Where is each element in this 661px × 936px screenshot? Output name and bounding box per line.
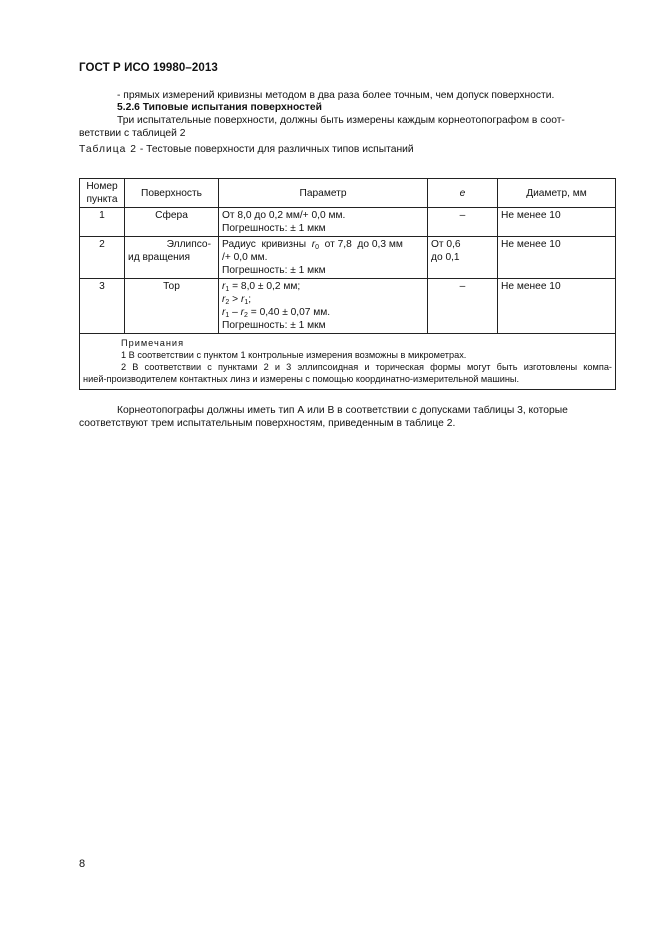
row3-parameter-line3: [222, 306, 424, 319]
row3-l1-sub: 1: [225, 286, 230, 293]
row2-param-r-sub: 0: [315, 244, 319, 251]
note-2-line1: 2 В соответствии с пунктами 2 и 3 эллипсоидная и торическая формы могут быть изготовлены компа-: [121, 362, 612, 372]
row1-diameter: Не менее 10: [498, 208, 616, 237]
row2-parameter-line3: Погрешность: ± 1 мкм: [222, 265, 326, 276]
row3-l2-sub: 2: [225, 299, 230, 306]
row1-number: 1: [80, 208, 125, 237]
row3-parameter-line2: [222, 293, 424, 306]
row3-l3-sub2: 2: [244, 312, 248, 319]
row3-l1-r: r: [222, 281, 226, 292]
note-2-line2: нией-производителем контактных линз и измерены с помощью координатно-измерительной машины.: [83, 374, 520, 384]
row3-l1-rest: = 8,0 ± 0,2 мм;: [229, 281, 301, 292]
row3-e: –: [428, 279, 498, 334]
row3-l3-rest: = 0,40 ± 0,07 мм.: [247, 307, 331, 318]
row2-param-text-a: Радиус кривизны: [222, 239, 312, 250]
header-surface: Поверхность: [125, 179, 219, 208]
row2-e: [428, 237, 498, 279]
row3-l3-r: r: [222, 307, 226, 318]
table-notes-row: [80, 334, 616, 390]
row2-surface-line1: Эллипсо-: [166, 239, 211, 250]
row2-e-line2: до 0,1: [431, 252, 460, 263]
row2-surface: [125, 237, 219, 279]
table-row: [80, 279, 616, 334]
closing-line2: соответствуют трем испытательным поверхностям, приведенным в таблице 2.: [79, 418, 456, 429]
header-item-number-line1: Номер: [86, 181, 118, 192]
header-parameter: Параметр: [219, 179, 428, 208]
intro-paragraph-line1: Три испытательные поверхности, должны быть измерены каждым корнеотопографом в соот-: [117, 115, 565, 126]
row2-surface-line2: ид вращения: [128, 252, 190, 263]
header-e: [428, 179, 498, 208]
table-row: [80, 237, 616, 279]
row3-l3-mid: –: [229, 307, 241, 318]
row2-parameter-line1: [222, 238, 424, 251]
table-header-row: [80, 179, 616, 208]
row2-param-r: r: [311, 239, 316, 250]
table-caption-label: Таблица 2: [79, 144, 137, 155]
row1-parameter: [219, 208, 428, 237]
note-1: 1 В соответствии с пунктом 1 контрольные измерения возможны в микрометрах.: [121, 350, 467, 360]
row3-l2-sub2: 1: [244, 299, 249, 306]
row2-parameter-line2: /+ 0,0 мм.: [222, 252, 268, 263]
row2-number: 2: [80, 237, 125, 279]
row3-parameter-line4: Погрешность: ± 1 мкм: [222, 320, 326, 331]
row3-number: 3: [80, 279, 125, 334]
row2-param-text-b: от 7,8 до 0,3 мм: [319, 239, 403, 250]
header-e-symbol: e: [459, 187, 466, 199]
row3-l2-r2: r: [240, 294, 245, 305]
row1-e: –: [428, 208, 498, 237]
row3-l2-mid: >: [229, 294, 241, 305]
test-surfaces-table: [79, 178, 616, 390]
row3-diameter: Не менее 10: [498, 279, 616, 334]
row1-surface: Сфера: [125, 208, 219, 237]
table-caption-text: - Тестовые поверхности для различных типов испытаний: [136, 144, 414, 155]
section-heading: 5.2.6 Типовые испытания поверхностей: [117, 102, 322, 113]
closing-line1: Корнеотопографы должны иметь тип А или В в соответствии с допусками таблицы 3, которые: [117, 405, 568, 416]
notes-title: Примечания: [121, 338, 185, 348]
row3-l3-sub: 1: [225, 312, 230, 319]
intro-paragraph-line2: ветствии с таблицей 2: [79, 128, 186, 139]
table-caption: [79, 143, 414, 156]
row3-parameter: [219, 279, 428, 334]
row3-l2-r: r: [222, 294, 226, 305]
page-number: 8: [79, 858, 86, 870]
row3-l3-r2: r: [240, 307, 245, 318]
table-row: [80, 208, 616, 237]
header-item-number: [80, 179, 125, 208]
header-diameter: Диаметр, мм: [498, 179, 616, 208]
row3-parameter-line1: [222, 280, 424, 293]
header-item-number-line2: пункта: [86, 194, 118, 205]
table-notes: [80, 334, 616, 390]
row3-surface: Тор: [125, 279, 219, 334]
row2-parameter: [219, 237, 428, 279]
row2-e-line1: От 0,6: [431, 239, 461, 250]
intro-line-prev: - прямых измерений кривизны методом в два раза более точным, чем допуск поверхности.: [117, 90, 555, 101]
row2-diameter: Не менее 10: [498, 237, 616, 279]
row3-l2-rest: ;: [248, 294, 252, 305]
document-header-title: ГОСТ Р ИСО 19980–2013: [79, 62, 218, 74]
row1-parameter-line1: От 8,0 до 0,2 мм/+ 0,0 мм.: [222, 210, 346, 221]
row1-parameter-line2: Погрешность: ± 1 мкм: [222, 223, 326, 234]
